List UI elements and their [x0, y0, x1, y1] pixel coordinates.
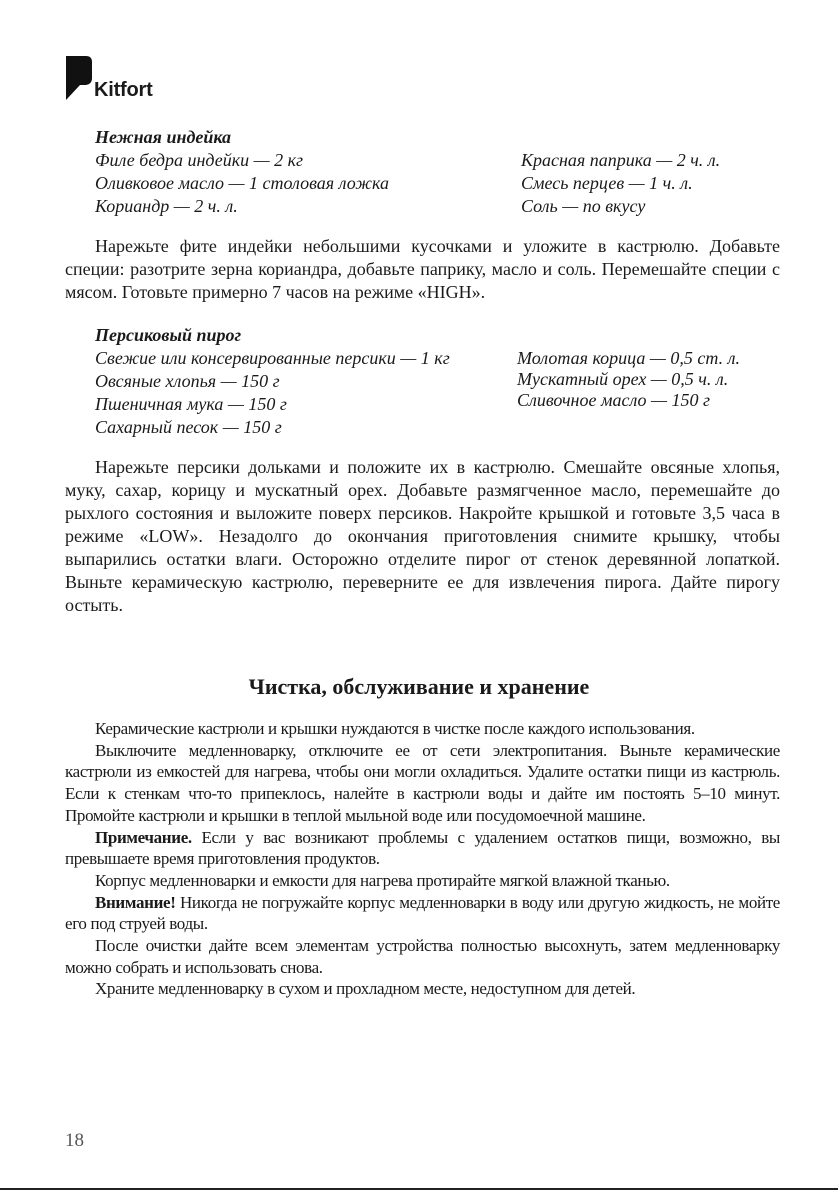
ingredient-row [95, 390, 785, 416]
recipe-title: Персиковый пирог [95, 325, 242, 345]
ingredient-row [95, 195, 785, 218]
ingredient-row [95, 149, 785, 172]
page-number: 18 [65, 1130, 84, 1151]
ingredient: Соль — по вкусу [521, 196, 646, 216]
paragraph: Керамические кастрюли и крышки нуждаются в чистке после каждого использования. [95, 719, 695, 738]
ingredient: Сахарный песок — 150 г [95, 417, 282, 437]
ingredient: Смесь перцев — 1 ч. л. [521, 173, 693, 193]
ingredient: Оливковое масло — 1 столовая ложка [95, 173, 390, 193]
recipe-turkey [95, 126, 785, 218]
note-label: Примечание. [95, 827, 192, 847]
recipe-peach-pie [95, 324, 785, 439]
warning-label: Внимание! [95, 892, 176, 912]
paragraph: Храните медленноварку в сухом и прохладном месте, недоступном для детей. [95, 979, 636, 999]
logo-text: Kitfort [94, 79, 153, 101]
ingredient: Филе бедра индейки — 2 кг [95, 150, 304, 170]
ingredient: Свежие или консервированные персики — 1 кг [95, 348, 450, 368]
warning-text: Никогда не погружайте корпус медленноварки в воду или другую жидкость, не мойте его под струей воды. [65, 892, 780, 934]
kitfort-logo-icon [64, 54, 94, 102]
paragraph: Нарежьте фите индейки небольшими кусочками и уложите в кастрюлю. Добавьте специи: разотрите зерна кориандра, добавьте паприку, масло и соль. Перемешайте специи с мясом. Готовьте примерно 7 часов на режиме «HIGH». [65, 236, 780, 302]
ingredient: Кориандр — 2 ч. л. [95, 196, 238, 216]
ingredient: Овсяные хлопья — 150 г [95, 371, 280, 391]
warning-paragraph [65, 892, 780, 935]
section-heading: Чистка, обслуживание и хранение [248, 674, 590, 699]
recipe-instructions [65, 456, 780, 617]
ingredient: Пшеничная мука — 150 г [95, 394, 287, 414]
note-text: Если у вас возникают проблемы с удалением остатков пищи, возможно, вы превышаете время приготовления продуктов. [65, 827, 780, 869]
paragraph: После очистки дайте всем элементам устройства полностью высохнуть, затем медленноварку можно собрать и использовать снова. [65, 936, 780, 977]
ingredient-row [95, 416, 785, 439]
paragraph: Нарежьте персики дольками и положите их в кастрюлю. Смешайте овсяные хлопья, муку, сахар, корицу и мускатный орех. Добавьте размягченное масло, перемешайте до рыхлого состояния и выложите поверх персиков. Накройте крышкой и готовьте 3,5 часа в режиме «LOW». Незадолго до окончания приготовления снимите крышку, чтобы выпарились остатки влаги. Осторожно отделите пирог от стенок деревянной лопаткой. Выньте керамическую кастрюлю, переверните ее для извлечения пирога. Дайте пирогу остыть. [65, 457, 780, 615]
paragraph: Корпус медленноварки и емкости для нагрева протирайте мягкой влажной тканью. [95, 870, 670, 890]
ingredient-row [95, 347, 785, 370]
recipe-title: Нежная индейка [95, 127, 232, 147]
ingredient: Красная паприка — 2 ч. л. [521, 150, 721, 170]
note-paragraph [65, 827, 780, 870]
ingredient: Молотая корица — 0,5 ст. л. [517, 348, 740, 368]
ingredient-row [95, 172, 785, 195]
care-section [65, 718, 780, 1000]
recipe-instructions [65, 235, 780, 304]
bottom-divider [0, 1188, 838, 1190]
brand-logo [64, 52, 153, 102]
ingredient: Сливочное масло — 150 г [517, 390, 711, 410]
ingredient: Мускатный орех — 0,5 ч. л. [517, 369, 729, 389]
paragraph: Выключите медленноварку, отключите ее от сети электропитания. Выньте керамические кастрюли из емкостей для нагрева, чтобы они могли охладиться. Удалите остатки пищи из кастрюль. Если к стенкам что-то припеклось, налейте в кастрюли воды и дайте им постоять 5–10 минут. Промойте кастрюли и крышки в теплой мыльной воде или посудомоечной машине. [65, 740, 780, 825]
